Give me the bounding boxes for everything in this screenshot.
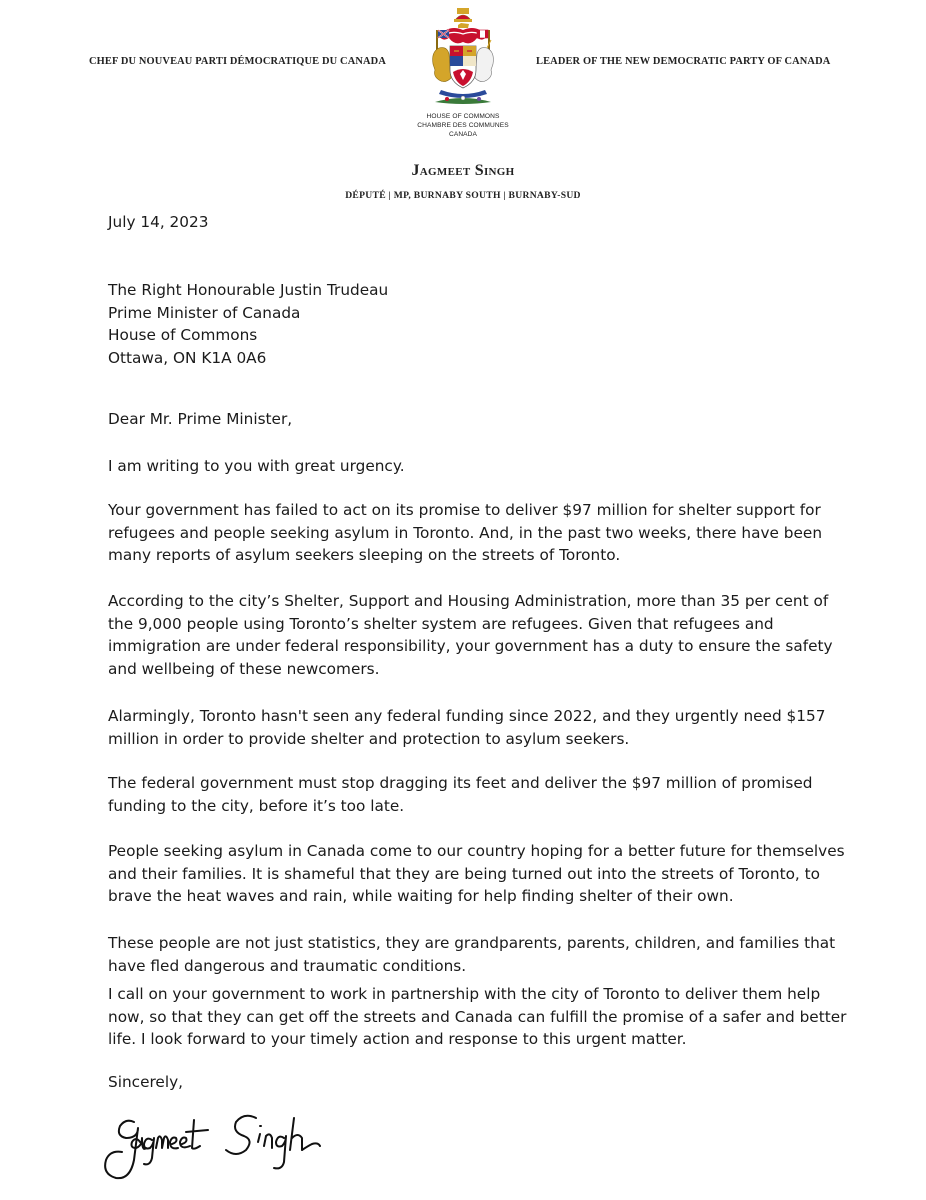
letter-paragraph [108, 705, 828, 750]
paragraph-line: have fled dangerous and traumatic conditions. [108, 956, 467, 975]
member-name-text: Jagmeet Singh [411, 162, 515, 179]
paragraph-line: These people are not just statistics, they are grandparents, parents, children, and families that [108, 934, 836, 952]
paragraph-line: many reports of asylum seekers sleeping on the streets of Toronto. [108, 546, 621, 565]
paragraph-line: Your government has failed to act on its promise to deliver $97 million for shelter support for [108, 501, 821, 519]
paragraph-line: Alarmingly, Toronto hasn't seen any federal funding since 2022, and they urgently need $157 [108, 707, 826, 725]
crest-caption-line: CHAMBRE DES COMMUNES [417, 122, 509, 129]
salutation: Dear Mr. Prime Minister, [108, 410, 293, 428]
letter-paragraph [108, 840, 845, 908]
letter-paragraph [108, 983, 847, 1051]
recipient-block [108, 279, 828, 369]
letter-paragraph [108, 455, 828, 478]
handwritten-signature [98, 1108, 388, 1188]
paragraph-line: and wellbeing of these newcomers. [108, 659, 380, 678]
paragraph-line: I am writing to you with great urgency. [108, 457, 405, 475]
letterhead-title-french: CHEF DU NOUVEAU PARTI DÉMOCRATIQUE DU CANADA [89, 56, 386, 67]
letter-date: July 14, 2023 [108, 213, 209, 231]
letter-paragraph [108, 590, 833, 680]
paragraph-line: immigration are under federal responsibility, your government has a duty to ensure the safety [108, 637, 833, 656]
coat-of-arms-crest-icon [425, 6, 501, 110]
paragraph-line: and their families. It is shameful that they are being turned out into the streets of Toronto, to [108, 864, 821, 883]
letterhead-title-english: LEADER OF THE NEW DEMOCRATIC PARTY OF CANADA [536, 56, 831, 67]
paragraph-line: I call on your government to work in partnership with the city of Toronto to deliver them help [108, 985, 821, 1003]
crest-caption-line: CANADA [448, 131, 478, 138]
member-name [0, 162, 926, 180]
paragraph-line: life. I look forward to your timely action and response to this urgent matter. [108, 1030, 687, 1049]
paragraph-line: People seeking asylum in Canada come to our country hoping for a better future for themselves [108, 842, 845, 860]
paragraph-line: refugees and people seeking asylum in Toronto. And, in the past two weeks, there have been [108, 523, 823, 542]
paragraph-line: brave the heat waves and rain, while waiting for help finding shelter of their own. [108, 887, 734, 906]
paragraph-line: The federal government must stop dragging its feet and deliver the $97 million of promised [108, 774, 813, 792]
paragraph-line: funding to the city, before it’s too late. [108, 796, 405, 815]
letter-paragraph [108, 499, 828, 567]
letter-paragraph [108, 932, 836, 977]
closing: Sincerely, [108, 1073, 184, 1091]
paragraph-line: the 9,000 people using Toronto’s shelter system are refugees. Given that refugees and [108, 614, 774, 633]
member-riding: DÉPUTÉ | MP, BURNABY SOUTH | BURNABY-SUD [345, 190, 581, 201]
recipient-line: Ottawa, ON K1A 0A6 [108, 348, 267, 367]
recipient-line: House of Commons [108, 326, 258, 345]
recipient-line: Prime Minister of Canada [108, 303, 301, 322]
crest-caption-line: HOUSE OF COMMONS [426, 113, 500, 120]
letter-paragraph [108, 772, 828, 817]
paragraph-line: million in order to provide shelter and protection to asylum seekers. [108, 729, 630, 748]
recipient-line: The Right Honourable Justin Trudeau [108, 281, 389, 299]
paragraph-line: now, so that they can get off the streets and Canada can fulfill the promise of a safer and better [108, 1007, 847, 1026]
paragraph-line: According to the city’s Shelter, Support and Housing Administration, more than 35 per cent of [108, 592, 829, 610]
